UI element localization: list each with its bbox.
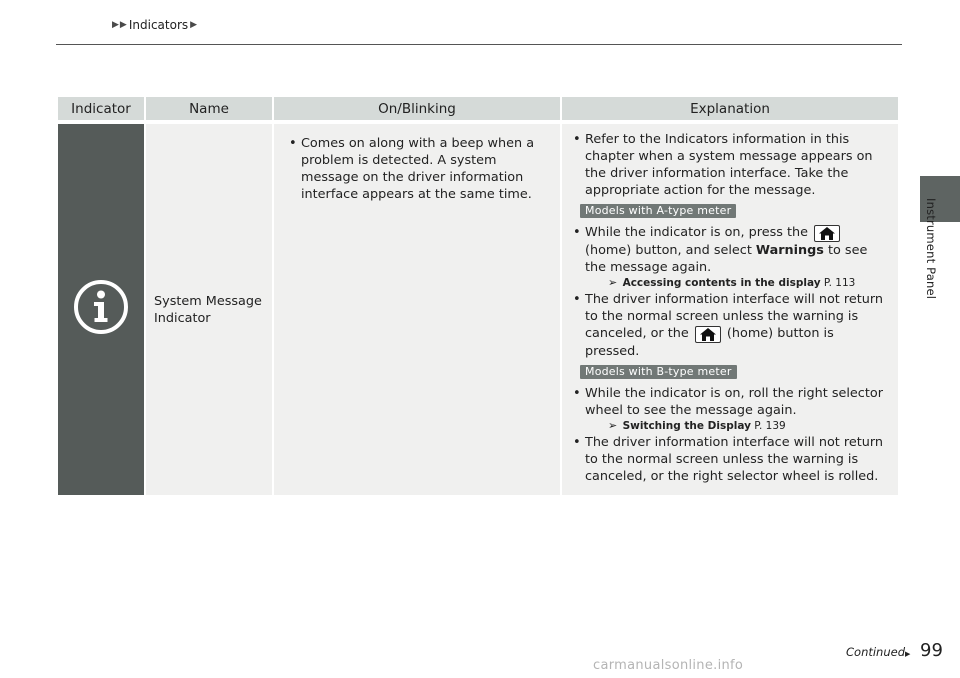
- reference-switching-display: ➢ Switching the Display P. 139: [608, 419, 786, 432]
- reference-arrow-icon: ➢: [608, 419, 618, 432]
- on-blinking-cell: [274, 124, 560, 495]
- indicator-cell: [58, 124, 144, 495]
- header-on-blinking: On/Blinking: [274, 97, 560, 124]
- a-type-bullet-2: • The driver information interface will not return to the normal screen unless the warning is canceled, or the (home) button is pressed.: [570, 291, 888, 360]
- header-divider: [56, 44, 902, 45]
- continued-arrow-icon: ▶: [905, 650, 911, 658]
- b-type-meter-badge: Models with B-type meter: [580, 365, 737, 379]
- header-explanation: Explanation: [562, 97, 898, 124]
- indicator-table: [56, 97, 900, 495]
- page-number: 99: [920, 640, 943, 661]
- explanation-intro: • Refer to the Indicators information in this chapter when a system message appears on the driver information interface. Take the appropriate action for the message.: [570, 131, 888, 199]
- indicator-name-line2: Indicator: [154, 310, 211, 326]
- warnings-keyword: Warnings: [755, 243, 824, 258]
- b-type-bullet-1: • While the indicator is on, roll the right selector wheel to see the message again.: [570, 385, 888, 419]
- home-icon: [695, 326, 721, 343]
- indicator-name-line1: System Message: [154, 293, 262, 309]
- on-blinking-text: • Comes on along with a beep when a problem is detected. A system message on the driver information interface appears at the same time.: [286, 135, 550, 203]
- breadcrumb: [112, 18, 198, 32]
- b-type-bullet-2: • The driver information interface will not return to the normal screen unless the warning is canceled, or the right selector wheel is rolled.: [570, 434, 888, 485]
- reference-arrow-icon: ➢: [608, 276, 618, 289]
- continued-label: Continued▶: [846, 645, 911, 659]
- header-indicator: Indicator: [58, 97, 144, 124]
- table-row: [58, 124, 898, 495]
- table-header-row: [58, 97, 898, 124]
- breadcrumb-arrow-icon: ▶: [190, 20, 198, 30]
- a-type-meter-badge: Models with A-type meter: [580, 204, 736, 218]
- name-cell: [146, 124, 272, 495]
- reference-accessing-display: ➢ Accessing contents in the display P. 113: [608, 276, 856, 289]
- info-circle-icon: [73, 279, 129, 335]
- breadcrumb-label: Indicators: [128, 18, 189, 32]
- breadcrumb-arrow-icon: ▶: [112, 20, 119, 30]
- watermark: carmanualsonline.info: [593, 658, 744, 673]
- breadcrumb-arrow-icon: ▶: [119, 20, 127, 30]
- section-tab-label: Instrument Panel: [924, 198, 938, 300]
- explanation-cell: [562, 124, 898, 495]
- home-icon: [814, 225, 840, 242]
- header-name: Name: [146, 97, 272, 124]
- a-type-bullet-1: • While the indicator is on, press the (home) button, and select Warnings to see the message again.: [570, 224, 888, 276]
